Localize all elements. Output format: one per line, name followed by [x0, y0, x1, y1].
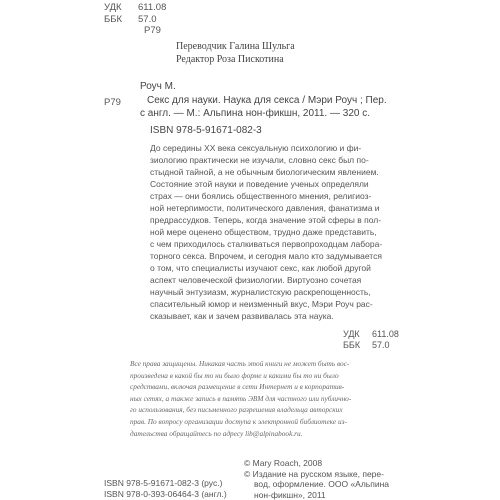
copyright-line-1: © Mary Roach, 2008 [244, 458, 323, 468]
copyright-line-3: вод, оформление. ООО «Альпина [254, 479, 389, 489]
abstract-line: стыдной тайной, а не обычным биологическим явлением. [150, 167, 379, 177]
rights-line: прав. По вопросу организации доступа к электронной библиотеке из- [130, 416, 347, 426]
bbk-value: 57.0 [372, 340, 390, 350]
biblio-line-2: с англ. — М.: Альпина нон-фикшн, 2011. — 320 с. [140, 108, 371, 119]
udk-value: 611.08 [138, 2, 167, 13]
abstract-line: страх — они боялись общественного мнения, религиоз- [150, 191, 372, 201]
copyright-line-2: © Издание на русском языке, пере- [244, 468, 384, 479]
bbk-value: 57.0 [138, 13, 157, 25]
abstract-line: Состояние этой науки и поведение ученых определяли [150, 179, 369, 189]
rights-line: го использования, без письменного разрешения владельца авторских [130, 405, 343, 415]
udk-label: УДК [343, 329, 360, 339]
isbn-list [104, 478, 227, 499]
abstract-line: спасительный юмор и неизменный вкус, Мэри Роуч рас- [150, 299, 373, 309]
rights-line: Все права защищены. Никакая часть этой книги не может быть вос- [130, 359, 350, 368]
author-name: Роуч М. [140, 81, 176, 92]
rights-notice [130, 358, 402, 439]
cutter-code-top: P79 [144, 25, 161, 36]
udk-top-row [104, 2, 166, 14]
copyright-line-4: нон-фикшн», 2011 [254, 489, 326, 500]
abstract-line: торного секса. Впрочем, и сегодня мало кто задумывается [150, 251, 382, 261]
isbn-english: ISBN 978-0-393-06464-3 (англ.) [104, 488, 227, 499]
bibliographic-record [140, 80, 387, 121]
abstract-line: о том, что специалисты изучают секс, как любой другой [150, 263, 371, 273]
copyright-block [244, 458, 389, 500]
abstract-line: аспект человеческой физиологии. Виртуозно сочетая [150, 275, 362, 285]
udk-value: 611.08 [372, 329, 399, 339]
udk-label: УДК [104, 2, 122, 13]
bbk-label: ББК [104, 13, 123, 25]
abstract-line: ной нетерпимости, политического давления, фанатизма и [150, 203, 380, 213]
biblio-line-1: Секс для науки. Наука для секса / Мэри Роуч ; Пер. [147, 94, 387, 106]
top-classification-block [104, 2, 166, 25]
abstract-line: предрассудков. Теперь, когда значение этой сферы в пол- [150, 215, 382, 225]
abstract-line: ной мере оценено обществом, трудно даже представить, [150, 227, 377, 237]
abstract-line: сказывает, как и зачем развивалась эта наука. [150, 311, 334, 321]
bbk-label: ББК [343, 340, 361, 350]
rights-line: произведена в какой бы то ни было форме и какими бы то ни было [130, 370, 339, 380]
abstract-paragraph [140, 142, 402, 322]
credits-block [176, 40, 295, 66]
abstract-line: с чем приходилось сталкиваться первопроходцам лабора- [150, 239, 383, 249]
abstract-line: зиологию практически не изучали, словно секс был по- [150, 155, 369, 165]
bottom-classification-block [343, 329, 399, 351]
abstract-line: научный энтузиазм, журналистскую раскрепощенность, [150, 287, 371, 297]
bbk-bottom-row [343, 340, 399, 351]
rights-line: дательства обращайтесь по адресу lib@alpinabook.ru. [130, 428, 303, 438]
abstract-line: До середины XX века сексуальную психологию и фи- [150, 143, 362, 153]
isbn-russian: ISBN 978-5-91671-082-3 (рус.) [104, 478, 223, 488]
cutter-code-side: P79 [104, 97, 121, 108]
editor-credit: Редактор Роза Пискотина [176, 54, 284, 65]
rights-line: ных сетях, а также запись в память ЭВМ для частного или публично- [130, 393, 352, 403]
udk-bottom-row [343, 329, 399, 340]
bbk-top-row [104, 14, 166, 26]
translator-credit: Переводчик Галина Шульга [176, 41, 295, 52]
rights-line: средствами, включая размещение в сети Интернет и в корпоратив- [130, 382, 345, 392]
isbn-main: ISBN 978-5-91671-082-3 [150, 125, 262, 136]
